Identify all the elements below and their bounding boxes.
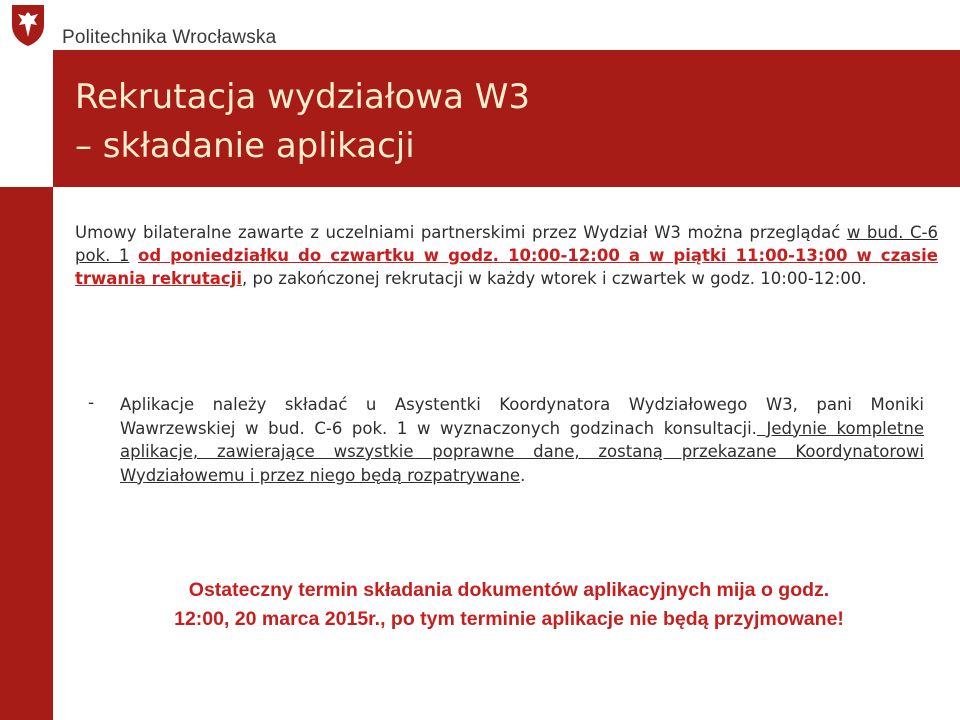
title-line-2: – składanie aplikacji — [75, 126, 415, 166]
side-accent-strip — [0, 187, 53, 720]
para2-complete-applications: Jedynie kompletne aplikacje, zawierające wszystkie poprawne dane, zostaną przekazane Koordynatorowi Wydziałowemu i przez niego będą rozpatrywane — [120, 418, 924, 485]
deadline-line-1: Ostateczny termin składania dokumentów aplikacyjnych mija o godz. — [188, 579, 830, 601]
title-line-1: Rekrutacja wydziałowa W3 — [75, 77, 530, 117]
para1-location: w bud. C-6 pok. 1 — [75, 223, 939, 265]
bullet-dash: - — [88, 393, 95, 413]
para2-period: . — [520, 465, 526, 485]
slide-title — [75, 73, 530, 171]
university-logo — [10, 3, 46, 47]
bilateral-agreements-paragraph — [75, 221, 938, 290]
para1-office-hours: od poniedziałku do czwartku w godz. 10:00-12:00 a w piątki 11:00-13:00 w czasie trwania rekrutacji — [75, 246, 938, 288]
para1-space — [129, 246, 138, 265]
eagle-shield-icon — [10, 3, 46, 47]
deadline-notice — [75, 576, 943, 634]
applications-paragraph — [120, 393, 924, 487]
para2-text-a: Aplikacje należy składać u Asystentki Koordynatora Wydziałowego W3, pani Moniki Wawrzewskiej w bud. C-6 pok. 1 w wyznaczonych godzinach konsultacji. — [120, 395, 924, 438]
deadline-line-2: 12:00, 20 marca 2015r., po tym terminie aplikacje nie będą przyjmowane! — [174, 608, 844, 630]
university-name: Politechnika Wrocławska — [62, 27, 277, 48]
para1-text-d: , po zakończonej rekrutacji w każdy wtorek i czwartek w godz. 10:00-12:00. — [241, 269, 867, 288]
para1-text-a: Umowy bilateralne zawarte z uczelniami partnerskimi przez Wydział W3 można przeglądać — [75, 223, 847, 242]
